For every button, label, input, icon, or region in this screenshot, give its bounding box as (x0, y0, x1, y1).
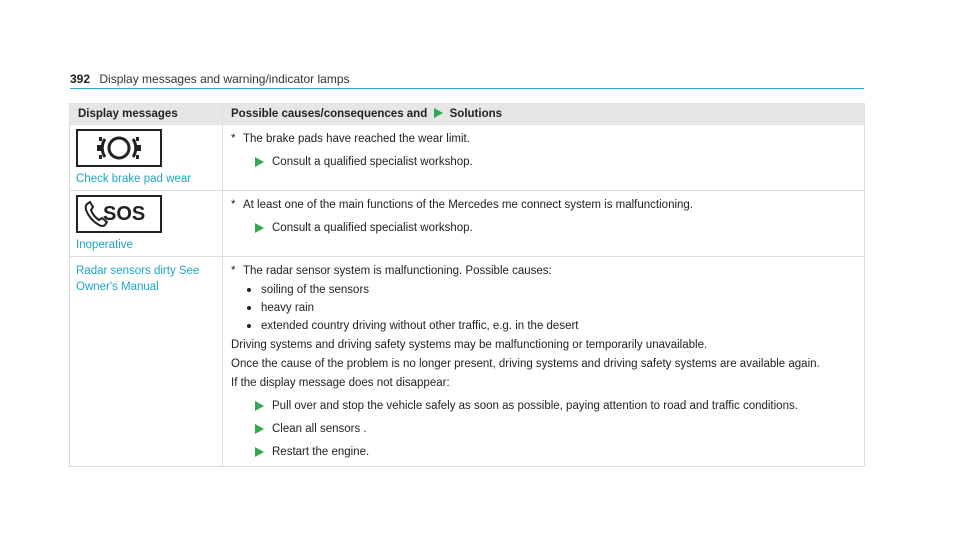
info-paragraph: If the display message does not disappear: (231, 377, 450, 389)
arrow-icon (255, 157, 264, 167)
cause-text: * The radar sensor system is malfunctioning. Possible causes: (231, 265, 552, 277)
list-item: heavy rain (247, 300, 858, 316)
cause-list (247, 282, 858, 334)
arrow-icon (434, 108, 443, 118)
table-row (70, 191, 865, 257)
page-number: 392 (70, 72, 91, 86)
arrow-icon (255, 447, 264, 457)
info-paragraph: Once the cause of the problem is no longer present, driving systems and driving safety systems are available again. (231, 358, 820, 370)
display-message-text: Inoperative (76, 239, 133, 251)
table-row (70, 125, 865, 191)
info-paragraph: Driving systems and driving safety systems may be malfunctioning or temporarily unavailable. (231, 339, 708, 351)
brake-pad-wear-icon (76, 129, 162, 167)
arrow-icon (255, 401, 264, 411)
display-message-text: Check brake pad wear (76, 173, 192, 185)
page-header (70, 72, 864, 89)
display-message-text: Radar sensors dirty See Owner's Manual (76, 265, 200, 293)
column-header-display-messages: Display messages (70, 104, 223, 125)
solution-step: Consult a qualified specialist workshop. (255, 154, 858, 170)
solution-step: Pull over and stop the vehicle safely as soon as possible, paying attention to road and traffic conditions. (255, 398, 858, 414)
solution-step: Consult a qualified specialist workshop. (255, 220, 858, 236)
display-messages-table (69, 103, 865, 467)
solution-step: Restart the engine. (255, 444, 858, 460)
sos-text: SOS (103, 203, 146, 225)
page-title: Display messages and warning/indicator lamps (99, 72, 350, 86)
table-row (70, 257, 865, 467)
list-item: soiling of the sensors (247, 282, 858, 298)
list-item: extended country driving without other traffic, e.g. in the desert (247, 318, 858, 334)
solution-step: Clean all sensors . (255, 421, 858, 437)
arrow-icon (255, 424, 264, 434)
cause-text: * The brake pads have reached the wear limit. (231, 133, 470, 145)
header-solutions-label: Solutions (449, 108, 503, 120)
sos-call-icon (76, 195, 162, 233)
header-causes-label: Possible causes/consequences and (231, 108, 428, 120)
arrow-icon (255, 223, 264, 233)
table-header-row (70, 104, 865, 125)
column-header-causes-solutions (223, 104, 865, 125)
cause-text: * At least one of the main functions of the Mercedes me connect system is malfunctioning. (231, 199, 694, 211)
